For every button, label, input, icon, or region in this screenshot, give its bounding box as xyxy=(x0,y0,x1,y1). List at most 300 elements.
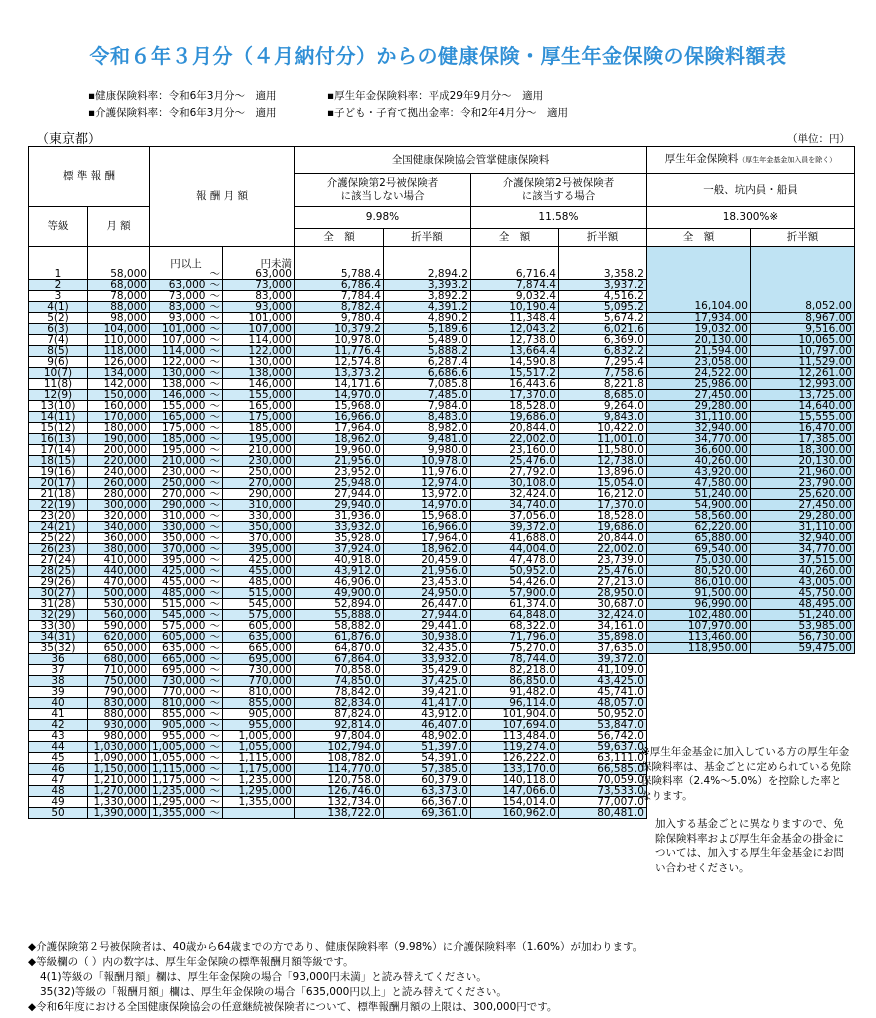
range-from-cell: 425,000 ～ xyxy=(150,565,223,576)
no-care-half-cell: 17,964.0 xyxy=(383,532,470,543)
tilde: ～ xyxy=(209,543,220,554)
kyokai-header: 全国健康保険協会管掌健康保険料 xyxy=(294,147,646,174)
grade-cell: 20(17) xyxy=(29,477,88,488)
range-to-cell: 455,000 xyxy=(222,565,294,576)
with-care-full-cell: 64,848.0 xyxy=(470,609,558,620)
grade-cell: 44 xyxy=(29,741,88,752)
table-row xyxy=(29,356,855,367)
pension-full-cell: 16,104.00 xyxy=(646,301,750,312)
range-from-cell: 270,000 ～ xyxy=(150,488,223,499)
with-care-full-cell: 61,374.0 xyxy=(470,598,558,609)
grade-header: 等級 xyxy=(29,207,88,247)
with-care-half-cell: 3,937.2 xyxy=(558,279,646,290)
range-to-cell: 515,000 xyxy=(222,587,294,598)
tilde: ～ xyxy=(209,730,220,741)
monthly-cell: 180,000 xyxy=(88,422,150,433)
grade-cell: 6(3) xyxy=(29,323,88,334)
table-row xyxy=(29,730,855,741)
with-care-half-cell: 39,372.0 xyxy=(558,653,646,664)
table-row xyxy=(29,510,855,521)
range-to-cell: 1,235,000 xyxy=(222,774,294,785)
monthly-cell: 470,000 xyxy=(88,576,150,587)
table-row xyxy=(29,521,855,532)
range-from-cell: 330,000 ～ xyxy=(150,521,223,532)
monthly-cell: 380,000 xyxy=(88,543,150,554)
grade-cell: 29(26) xyxy=(29,576,88,587)
table-row xyxy=(29,466,855,477)
range-from-cell: 955,000 ～ xyxy=(150,730,223,741)
range-from-cell: 455,000 ～ xyxy=(150,576,223,587)
table-row xyxy=(29,290,855,301)
range-from-cell: 83,000 ～ xyxy=(150,301,223,312)
monthly-cell: 320,000 xyxy=(88,510,150,521)
bottom-notes xyxy=(28,940,643,1015)
no-care-half-cell: 4,890.2 xyxy=(383,312,470,323)
monthly-cell: 1,150,000 xyxy=(88,763,150,774)
no-care-half-cell: 8,982.0 xyxy=(383,422,470,433)
with-care-half-cell: 11,580.0 xyxy=(558,444,646,455)
tilde: ～ xyxy=(209,598,220,609)
with-care-half-cell: 45,741.0 xyxy=(558,686,646,697)
pension-full-cell: 91,500.00 xyxy=(646,587,750,598)
range-to-cell: 350,000 xyxy=(222,521,294,532)
no-care-half-cell: 69,361.0 xyxy=(383,807,470,818)
note-grade-4: 4(1)等級の「報酬月額」欄は、厚生年金保険の場合「93,000円未満」と読み替えてください。 xyxy=(40,971,487,983)
with-care-half-cell: 53,847.0 xyxy=(558,719,646,730)
with-care-half-cell: 5,674.2 xyxy=(558,312,646,323)
range-to-cell: 63,000 xyxy=(222,269,294,280)
with-care-full-cell: 18,528.0 xyxy=(470,400,558,411)
no-care-half-cell: 41,417.0 xyxy=(383,697,470,708)
tilde: ～ xyxy=(209,664,220,675)
rate-notes-left xyxy=(88,88,276,122)
table-row xyxy=(29,543,855,554)
monthly-cell: 880,000 xyxy=(88,708,150,719)
full-header: 全 額 xyxy=(470,229,558,247)
no-care-full-cell: 31,936.0 xyxy=(294,510,383,521)
monthly-cell: 590,000 xyxy=(88,620,150,631)
premium-table xyxy=(28,146,855,819)
range-from-cell: 146,000 ～ xyxy=(150,389,223,400)
grade-cell: 19(16) xyxy=(29,466,88,477)
range-header: 報 酬 月 額 xyxy=(150,147,295,247)
range-to-cell: 210,000 xyxy=(222,444,294,455)
with-care-full-cell: 12,043.2 xyxy=(470,323,558,334)
no-care-half-cell: 14,970.0 xyxy=(383,499,470,510)
range-from-cell: 290,000 ～ xyxy=(150,499,223,510)
no-care-half-cell: 13,972.0 xyxy=(383,488,470,499)
tilde: ～ xyxy=(209,532,220,543)
table-row xyxy=(29,675,855,686)
pension-half-cell: 11,529.00 xyxy=(750,356,854,367)
with-care-half-cell: 41,109.0 xyxy=(558,664,646,675)
tilde: ～ xyxy=(209,565,220,576)
with-care-half-cell: 34,161.0 xyxy=(558,620,646,631)
tilde: ～ xyxy=(209,356,220,367)
table-row xyxy=(29,697,855,708)
unit-label: （単位：円） xyxy=(787,133,850,145)
pension-full-cell: 107,970.00 xyxy=(646,620,750,631)
range-to-cell: 155,000 xyxy=(222,389,294,400)
range-to-cell: 1,115,000 xyxy=(222,752,294,763)
range-from-cell: 855,000 ～ xyxy=(150,708,223,719)
monthly-cell: 440,000 xyxy=(88,565,150,576)
tilde: ～ xyxy=(209,444,220,455)
range-from-cell: 770,000 ～ xyxy=(150,686,223,697)
with-care-full-cell: 86,850.0 xyxy=(470,675,558,686)
with-care-half-cell: 50,952.0 xyxy=(558,708,646,719)
no-care-full-cell: 102,794.0 xyxy=(294,741,383,752)
no-care-half-cell: 7,085.8 xyxy=(383,378,470,389)
monthly-cell: 88,000 xyxy=(88,301,150,312)
pension-full-cell: 21,594.00 xyxy=(646,345,750,356)
no-care-half-cell: 10,978.0 xyxy=(383,455,470,466)
pension-full-cell: 25,986.00 xyxy=(646,378,750,389)
pension-half-cell: 21,960.00 xyxy=(750,466,854,477)
with-care-full-cell: 119,274.0 xyxy=(470,741,558,752)
pension-half-cell: 37,515.00 xyxy=(750,554,854,565)
grade-cell: 38 xyxy=(29,675,88,686)
with-care-half-cell: 23,739.0 xyxy=(558,554,646,565)
no-care-full-cell: 7,784.4 xyxy=(294,290,383,301)
grade-cell: 5(2) xyxy=(29,312,88,323)
monthly-cell: 790,000 xyxy=(88,686,150,697)
monthly-cell: 980,000 xyxy=(88,730,150,741)
tilde: ～ xyxy=(209,686,220,697)
pension-half-cell xyxy=(750,730,854,741)
with-care-half-cell: 63,111.0 xyxy=(558,752,646,763)
with-care-half-cell: 32,424.0 xyxy=(558,609,646,620)
pension-header xyxy=(646,147,854,174)
with-care-half-cell: 16,212.0 xyxy=(558,488,646,499)
with-care-full-cell: 41,688.0 xyxy=(470,532,558,543)
pension-full-cell: 102,480.00 xyxy=(646,609,750,620)
range-from-cell: 905,000 ～ xyxy=(150,719,223,730)
range-to-cell: 855,000 xyxy=(222,697,294,708)
grade-cell: 22(19) xyxy=(29,499,88,510)
no-care-half-cell: 16,966.0 xyxy=(383,521,470,532)
no-care-half-cell: 63,373.0 xyxy=(383,785,470,796)
with-care-full-cell: 91,482.0 xyxy=(470,686,558,697)
no-care-half-cell: 35,429.0 xyxy=(383,664,470,675)
with-care-half-cell: 70,059.0 xyxy=(558,774,646,785)
range-from-cell: 210,000 ～ xyxy=(150,455,223,466)
table-row xyxy=(29,576,855,587)
range-to-cell: 1,005,000 xyxy=(222,730,294,741)
grade-cell: 11(8) xyxy=(29,378,88,389)
range-from-cell: 605,000 ～ xyxy=(150,631,223,642)
no-care-full-cell: 17,964.0 xyxy=(294,422,383,433)
no-care-half-cell: 21,956.0 xyxy=(383,565,470,576)
range-from-cell: 73,000 ～ xyxy=(150,290,223,301)
with-care-full-cell: 20,844.0 xyxy=(470,422,558,433)
table-row xyxy=(29,664,855,675)
pension-half-cell: 45,750.00 xyxy=(750,587,854,598)
monthly-cell: 410,000 xyxy=(88,554,150,565)
pension-full-cell: 118,950.00 xyxy=(646,642,750,653)
grade-cell: 42 xyxy=(29,719,88,730)
no-care-full-cell: 43,912.0 xyxy=(294,565,383,576)
range-to-cell: 905,000 xyxy=(222,708,294,719)
with-care-half-cell: 17,370.0 xyxy=(558,499,646,510)
pension-half-cell: 12,993.00 xyxy=(750,378,854,389)
pension-full-cell: 29,280.00 xyxy=(646,400,750,411)
no-care-full-cell: 74,850.0 xyxy=(294,675,383,686)
grade-cell: 45 xyxy=(29,752,88,763)
table-row xyxy=(29,631,855,642)
grade-cell: 3 xyxy=(29,290,88,301)
page-title: 令和６年３月分（４月納付分）からの健康保険・厚生年金保険の保険料額表 xyxy=(89,44,787,68)
range-to-cell: 250,000 xyxy=(222,466,294,477)
grade-cell: 2 xyxy=(29,279,88,290)
grade-cell: 1 xyxy=(29,269,88,280)
pension-full-cell xyxy=(646,269,750,280)
grade-cell: 18(15) xyxy=(29,455,88,466)
pension-half-cell xyxy=(750,675,854,686)
pension-full-cell: 96,990.00 xyxy=(646,598,750,609)
tilde: ～ xyxy=(209,433,220,444)
grade-cell: 12(9) xyxy=(29,389,88,400)
with-care-full-cell: 78,744.0 xyxy=(470,653,558,664)
monthly-cell: 710,000 xyxy=(88,664,150,675)
table-row xyxy=(29,488,855,499)
with-care-full-cell: 39,372.0 xyxy=(470,521,558,532)
grade-cell: 26(23) xyxy=(29,543,88,554)
monthly-cell: 560,000 xyxy=(88,609,150,620)
rate-no-care: 9.98% xyxy=(294,207,470,229)
no-care-half-cell: 32,435.0 xyxy=(383,642,470,653)
range-to-cell: 665,000 xyxy=(222,642,294,653)
pension-full-cell xyxy=(646,653,750,664)
range-from-cell: 1,175,000 ～ xyxy=(150,774,223,785)
pension-full-cell: 19,032.00 xyxy=(646,323,750,334)
pension-half-cell xyxy=(750,290,854,301)
with-care-full-cell: 23,160.0 xyxy=(470,444,558,455)
grade-cell: 34(31) xyxy=(29,631,88,642)
range-to-cell: 770,000 xyxy=(222,675,294,686)
range-from-cell: 1,295,000 ～ xyxy=(150,796,223,807)
with-care-half-cell: 9,843.0 xyxy=(558,411,646,422)
table-row xyxy=(29,411,855,422)
with-care-full-cell: 107,694.0 xyxy=(470,719,558,730)
with-care-half-cell: 22,002.0 xyxy=(558,543,646,554)
no-care-half-cell: 23,453.0 xyxy=(383,576,470,587)
pension-class-header: 一般、坑内員・船員 xyxy=(646,174,854,207)
with-care-full-cell: 133,170.0 xyxy=(470,763,558,774)
no-care-full-cell: 40,918.0 xyxy=(294,554,383,565)
range-to-cell: 730,000 xyxy=(222,664,294,675)
tilde: ～ xyxy=(209,499,220,510)
grade-cell: 10(7) xyxy=(29,367,88,378)
tilde: ～ xyxy=(209,642,220,653)
range-from-cell: 63,000 ～ xyxy=(150,279,223,290)
no-care-half-cell: 46,407.0 xyxy=(383,719,470,730)
table-row xyxy=(29,532,855,543)
tilde: ～ xyxy=(209,554,220,565)
pension-half-cell: 25,620.00 xyxy=(750,488,854,499)
grade-cell: 43 xyxy=(29,730,88,741)
with-care-full-cell: 7,874.4 xyxy=(470,279,558,290)
grade-cell: 35(32) xyxy=(29,642,88,653)
range-to-cell: 122,000 xyxy=(222,345,294,356)
pension-half-cell: 43,005.00 xyxy=(750,576,854,587)
tilde: ～ xyxy=(209,697,220,708)
tilde: ～ xyxy=(209,477,220,488)
no-care-full-cell: 49,900.0 xyxy=(294,587,383,598)
grade-cell: 39 xyxy=(29,686,88,697)
pension-full-cell xyxy=(646,290,750,301)
tilde: ～ xyxy=(209,268,220,279)
monthly-cell: 1,210,000 xyxy=(88,774,150,785)
with-care-full-cell: 19,686.0 xyxy=(470,411,558,422)
range-from-cell: 175,000 ～ xyxy=(150,422,223,433)
with-care-half-cell: 7,758.6 xyxy=(558,367,646,378)
monthly-cell: 126,000 xyxy=(88,356,150,367)
with-care-half-cell: 56,742.0 xyxy=(558,730,646,741)
table-row xyxy=(29,301,855,312)
grade-cell: 41 xyxy=(29,708,88,719)
with-care-full-cell: 75,270.0 xyxy=(470,642,558,653)
with-care-full-cell: 147,066.0 xyxy=(470,785,558,796)
tilde: ～ xyxy=(209,609,220,620)
pension-half-cell: 16,470.00 xyxy=(750,422,854,433)
with-care-full-cell: 12,738.0 xyxy=(470,334,558,345)
range-from-cell: 730,000 ～ xyxy=(150,675,223,686)
pension-full-cell xyxy=(646,719,750,730)
with-care-full-cell: 10,190.4 xyxy=(470,301,558,312)
tilde: ～ xyxy=(209,301,220,312)
range-to-cell: 185,000 xyxy=(222,422,294,433)
no-care-half-cell: 6,686.6 xyxy=(383,367,470,378)
with-care-half-cell: 59,637.0 xyxy=(558,741,646,752)
table-row xyxy=(29,609,855,620)
with-care-half-cell: 18,528.0 xyxy=(558,510,646,521)
with-care-full-cell: 15,517.2 xyxy=(470,367,558,378)
no-care-half-cell: 5,189.6 xyxy=(383,323,470,334)
with-care-full-cell: 16,443.6 xyxy=(470,378,558,389)
table-row xyxy=(29,400,855,411)
range-to-cell: 195,000 xyxy=(222,433,294,444)
range-to-cell: 270,000 xyxy=(222,477,294,488)
with-care-half-cell: 5,095.2 xyxy=(558,301,646,312)
monthly-cell: 620,000 xyxy=(88,631,150,642)
monthly-header: 月 額 xyxy=(88,207,150,247)
with-care-full-cell: 34,740.0 xyxy=(470,499,558,510)
pension-full-cell xyxy=(646,675,750,686)
no-care-half-cell: 6,287.4 xyxy=(383,356,470,367)
pension-half-cell xyxy=(750,664,854,675)
full-header: 全 額 xyxy=(294,229,383,247)
range-from-cell: 395,000 ～ xyxy=(150,554,223,565)
monthly-cell: 78,000 xyxy=(88,290,150,301)
rate-pension: 18.300%※ xyxy=(646,207,854,229)
range-to-cell: 370,000 xyxy=(222,532,294,543)
with-care-full-cell: 44,004.0 xyxy=(470,543,558,554)
with-care-half-cell: 11,001.0 xyxy=(558,433,646,444)
tilde: ～ xyxy=(209,620,220,631)
range-from-cell: 138,000 ～ xyxy=(150,378,223,389)
with-care-full-cell: 22,002.0 xyxy=(470,433,558,444)
range-from-cell: 635,000 ～ xyxy=(150,642,223,653)
standard-header: 標 準 報 酬 xyxy=(29,147,150,207)
no-care-half-cell: 9,980.0 xyxy=(383,444,470,455)
monthly-cell: 930,000 xyxy=(88,719,150,730)
tilde: ～ xyxy=(209,488,220,499)
tilde: ～ xyxy=(209,323,220,334)
with-care-half-cell: 66,585.0 xyxy=(558,763,646,774)
tilde: ～ xyxy=(209,521,220,532)
range-from-cell: 1,005,000 ～ xyxy=(150,741,223,752)
no-care-half-cell: 11,976.0 xyxy=(383,466,470,477)
with-care-full-cell: 14,590.8 xyxy=(470,356,558,367)
monthly-cell: 104,000 xyxy=(88,323,150,334)
pension-full-cell: 17,934.00 xyxy=(646,312,750,323)
table-row xyxy=(29,312,855,323)
pension-half-cell: 56,730.00 xyxy=(750,631,854,642)
no-care-half-cell: 2,894.2 xyxy=(383,269,470,280)
grade-cell: 49 xyxy=(29,796,88,807)
no-care-full-cell: 64,870.0 xyxy=(294,642,383,653)
monthly-cell: 170,000 xyxy=(88,411,150,422)
grade-cell: 25(22) xyxy=(29,532,88,543)
no-care-half-cell: 27,944.0 xyxy=(383,609,470,620)
pension-full-cell: 58,560.00 xyxy=(646,510,750,521)
range-to-cell: 101,000 xyxy=(222,312,294,323)
range-to-cell: 130,000 xyxy=(222,356,294,367)
with-care-full-cell: 13,664.4 xyxy=(470,345,558,356)
range-to-cell xyxy=(222,807,294,818)
no-care-full-cell: 14,171.6 xyxy=(294,378,383,389)
pension-full-cell: 86,010.00 xyxy=(646,576,750,587)
table-row xyxy=(29,554,855,565)
table-row xyxy=(29,345,855,356)
with-care-half-cell: 20,844.0 xyxy=(558,532,646,543)
monthly-cell: 240,000 xyxy=(88,466,150,477)
grade-cell: 23(20) xyxy=(29,510,88,521)
no-care-full-cell: 46,906.0 xyxy=(294,576,383,587)
table-row xyxy=(29,653,855,664)
no-care-half-cell: 8,483.0 xyxy=(383,411,470,422)
range-to-cell: 83,000 xyxy=(222,290,294,301)
with-care-full-cell: 30,108.0 xyxy=(470,477,558,488)
no-care-half-cell: 30,938.0 xyxy=(383,631,470,642)
note-grade: ◆等級欄の（ ）内の数字は、厚生年金保険の標準報酬月額等級です。 xyxy=(28,956,354,968)
table-row xyxy=(29,389,855,400)
with-care-half-cell: 8,685.0 xyxy=(558,389,646,400)
no-care-half-cell: 12,974.0 xyxy=(383,477,470,488)
no-care-half-cell: 51,397.0 xyxy=(383,741,470,752)
with-care-half-cell: 9,264.0 xyxy=(558,400,646,411)
monthly-cell: 1,030,000 xyxy=(88,741,150,752)
no-care-full-cell: 126,746.0 xyxy=(294,785,383,796)
tilde: ～ xyxy=(209,378,220,389)
pension-half-cell xyxy=(750,653,854,664)
pension-full-cell: 69,540.00 xyxy=(646,543,750,554)
pension-rate-note: ▪厚生年金保険料率：平成29年9月分～ 適用 xyxy=(327,90,544,102)
no-care-half-cell: 26,447.0 xyxy=(383,598,470,609)
grade-cell: 24(21) xyxy=(29,521,88,532)
pension-full-cell xyxy=(646,708,750,719)
table-row xyxy=(29,499,855,510)
monthly-cell: 110,000 xyxy=(88,334,150,345)
tilde: ～ xyxy=(209,807,220,818)
care-rate-note: ▪介護保険料率：令和6年3月分～ 適用 xyxy=(88,107,277,119)
range-to-cell: 107,000 xyxy=(222,323,294,334)
pension-full-cell: 47,580.00 xyxy=(646,477,750,488)
monthly-cell: 220,000 xyxy=(88,455,150,466)
monthly-cell: 68,000 xyxy=(88,279,150,290)
side-note-1: ※厚生年金基金に加入している方の厚生年金保険料率は、基金ごとに定められている免除保険料率（2.4%～5.0%）を控除した率となります。 xyxy=(641,746,851,802)
